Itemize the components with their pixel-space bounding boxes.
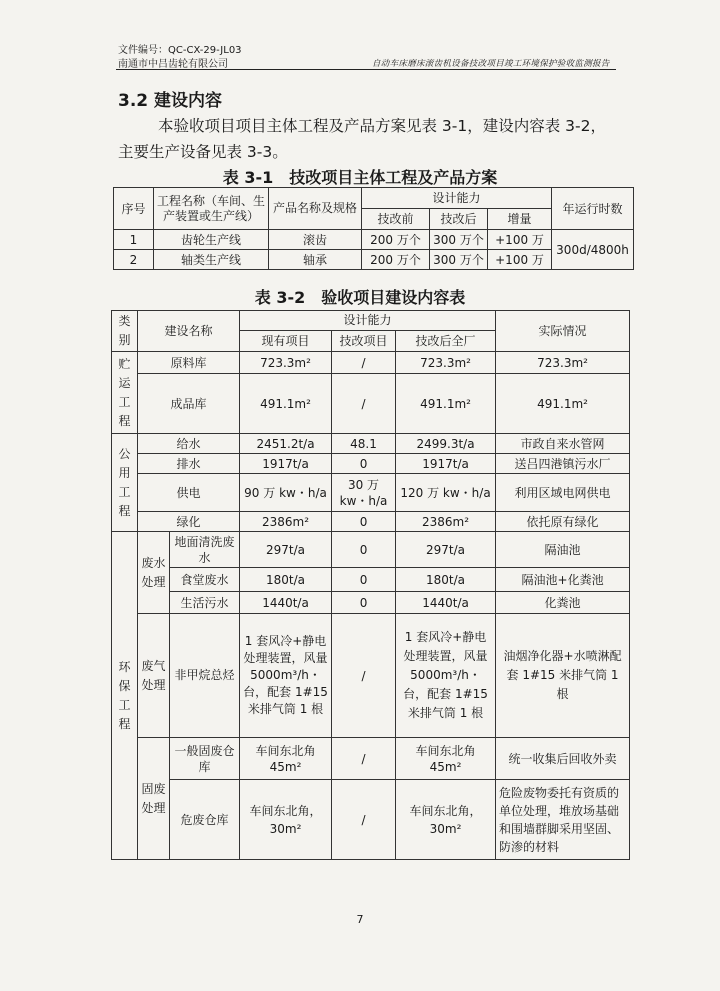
- t2-cell: /: [332, 780, 396, 860]
- t1-header-product: 产品名称及规格: [269, 188, 362, 230]
- t1-cell: 300 万个: [430, 250, 488, 270]
- t2-cell: 180t/a: [240, 568, 332, 592]
- section-title: 3.2 建设内容: [118, 91, 223, 111]
- t2-cell: 491.1m²: [240, 374, 332, 434]
- t1-cell: +100 万: [488, 230, 552, 250]
- t2-cell: 1440t/a: [396, 592, 496, 614]
- t2-cell: 食堂废水: [170, 568, 240, 592]
- t2-cell: 非甲烷总烃: [170, 614, 240, 738]
- t2-cell: 车间东北角 45m²: [396, 738, 496, 780]
- t2-cell: 依托原有绿化: [496, 512, 630, 532]
- t2-sub-wastewater: 废水处理: [138, 532, 170, 614]
- table-3-2: [111, 310, 630, 860]
- t2-cell: 1917t/a: [240, 454, 332, 474]
- t2-header-capacity: 设计能力: [240, 311, 496, 331]
- t1-header-before: 技改前: [362, 209, 430, 230]
- t2-cell: 1440t/a: [240, 592, 332, 614]
- t2-cell: 车间东北角，30m²: [240, 780, 332, 860]
- t2-header-after: 技改后全厂: [396, 330, 496, 351]
- t2-cell: 48.1: [332, 434, 396, 454]
- t1-cell: 300 万个: [430, 230, 488, 250]
- header-report-title: 自动车床磨床滚齿机设备技改项目竣工环境保护验收监测报告: [372, 59, 610, 69]
- t2-cell: 排水: [138, 454, 240, 474]
- table-row: [112, 738, 630, 780]
- t2-cell: 297t/a: [396, 532, 496, 568]
- t2-header-tech: 技改项目: [332, 330, 396, 351]
- t1-header-no: 序号: [114, 188, 154, 230]
- t2-cell: 1 套风冷+静电处理装置，风量 5000m³/h・台，配套 1#15 米排气筒 1 根: [240, 614, 332, 738]
- t2-cell: 120 万 kw・h/a: [396, 474, 496, 512]
- t2-cell: 供电: [138, 474, 240, 512]
- t2-cell: 隔油池: [496, 532, 630, 568]
- table-row: [112, 374, 630, 434]
- t2-cell: 车间东北角 45m²: [240, 738, 332, 780]
- t2-cell: 生活污水: [170, 592, 240, 614]
- t1-cell: 200 万个: [362, 230, 430, 250]
- t2-header-existing: 现有项目: [240, 330, 332, 351]
- t2-cell: 0: [332, 532, 396, 568]
- t1-cell: 齿轮生产线: [154, 230, 269, 250]
- intro-paragraph: [118, 113, 623, 165]
- t1-cell: 1: [114, 230, 154, 250]
- t2-sub-exhaust: 废气处理: [138, 614, 170, 738]
- table-row: [112, 780, 630, 860]
- t2-cell: 给水: [138, 434, 240, 454]
- t2-cell: 180t/a: [396, 568, 496, 592]
- t1-cell: 轴承: [269, 250, 362, 270]
- t2-cell: 30 万 kw・h/a: [332, 474, 396, 512]
- header-company: 南通市中吕齿轮有限公司: [118, 59, 228, 70]
- t2-cell: 0: [332, 512, 396, 532]
- table-row: [112, 434, 630, 454]
- t2-cell: 化粪池: [496, 592, 630, 614]
- t2-cell: 2386m²: [240, 512, 332, 532]
- t2-cell: 危险废物委托有资质的单位处理，堆放场基础和围墙群脚采用坚固、防渗的材料: [496, 780, 630, 860]
- t2-cell: 绿化: [138, 512, 240, 532]
- t2-cell: 0: [332, 568, 396, 592]
- table2-caption: 表 3-2 验收项目建设内容表: [254, 288, 466, 307]
- t2-cell: /: [332, 374, 396, 434]
- table-row: [112, 614, 630, 738]
- t2-header-category: 类别: [112, 311, 138, 352]
- t2-cell: 危废仓库: [170, 780, 240, 860]
- intro-line-2: 主要生产设备见表 3-3。: [118, 143, 288, 161]
- t2-cell: 2386m²: [396, 512, 496, 532]
- table-row: [114, 230, 634, 250]
- t2-cell: 0: [332, 592, 396, 614]
- table-row: [112, 352, 630, 374]
- t2-cell: 491.1m²: [496, 374, 630, 434]
- table-row: [112, 568, 630, 592]
- t2-cell: 723.3m²: [240, 352, 332, 374]
- t2-cell: 297t/a: [240, 532, 332, 568]
- t2-cell: 地面清洗废水: [170, 532, 240, 568]
- t1-cell: 轴类生产线: [154, 250, 269, 270]
- t1-cell: 2: [114, 250, 154, 270]
- t1-header-capacity: 设计能力: [362, 188, 552, 209]
- t2-cell: 1 套风冷+静电处理装置，风量 5000m³/h・台，配套 1#15 米排气筒 1 根: [396, 614, 496, 738]
- header-doc-number: 文件编号：QC-CX-29-JL03: [118, 45, 242, 56]
- t2-sub-solid: 固废处理: [138, 738, 170, 860]
- t2-cell: /: [332, 614, 396, 738]
- t2-cell: 送吕四港镇污水厂: [496, 454, 630, 474]
- intro-line-1: 本验收项目项目主体工程及产品方案见表 3-1，建设内容表 3-2，: [158, 117, 606, 135]
- t2-cell: 油烟净化器+水喷淋配套 1#15 米排气筒 1 根: [496, 614, 630, 738]
- t2-cell: 2451.2t/a: [240, 434, 332, 454]
- table-row: [112, 454, 630, 474]
- table-row: [112, 592, 630, 614]
- t2-cell: 成品库: [138, 374, 240, 434]
- table-row: [112, 474, 630, 512]
- t2-cat-storage: 贮运工程: [112, 352, 138, 434]
- t2-cat-env: 环保工程: [112, 532, 138, 860]
- t2-header-name: 建设名称: [138, 311, 240, 352]
- t2-cat-public: 公用工程: [112, 434, 138, 532]
- t2-cell: 市政自来水管网: [496, 434, 630, 454]
- t2-cell: 隔油池+化粪池: [496, 568, 630, 592]
- t2-cell: 0: [332, 454, 396, 474]
- table-row: [112, 532, 630, 568]
- t1-header-after: 技改后: [430, 209, 488, 230]
- t2-cell: 车间东北角，30m²: [396, 780, 496, 860]
- header-rule: [116, 69, 616, 70]
- table-row: [112, 512, 630, 532]
- table-3-1: [113, 187, 634, 270]
- t1-cell: +100 万: [488, 250, 552, 270]
- t2-cell: 723.3m²: [396, 352, 496, 374]
- t2-cell: 2499.3t/a: [396, 434, 496, 454]
- t2-cell: 723.3m²: [496, 352, 630, 374]
- t1-hours-value: 300d/4800h: [552, 230, 634, 270]
- t2-cell: 统一收集后回收外卖: [496, 738, 630, 780]
- t1-header-name: 工程名称（车间、生产装置或生产线）: [154, 188, 269, 230]
- t2-cell: /: [332, 352, 396, 374]
- t2-cell: 1917t/a: [396, 454, 496, 474]
- t1-header-increase: 增量: [488, 209, 552, 230]
- t2-cell: 491.1m²: [396, 374, 496, 434]
- t2-header-actual: 实际情况: [496, 311, 630, 352]
- t2-cell: 90 万 kw・h/a: [240, 474, 332, 512]
- t1-cell: 200 万个: [362, 250, 430, 270]
- t1-header-hours: 年运行时数: [552, 188, 634, 230]
- t1-cell: 滚齿: [269, 230, 362, 250]
- page-number: 7: [356, 913, 364, 926]
- t2-cell: 原料库: [138, 352, 240, 374]
- table1-caption: 表 3-1 技改项目主体工程及产品方案: [222, 168, 498, 187]
- t2-cell: 利用区域电网供电: [496, 474, 630, 512]
- t2-cell: 一般固废仓库: [170, 738, 240, 780]
- t2-cell: /: [332, 738, 396, 780]
